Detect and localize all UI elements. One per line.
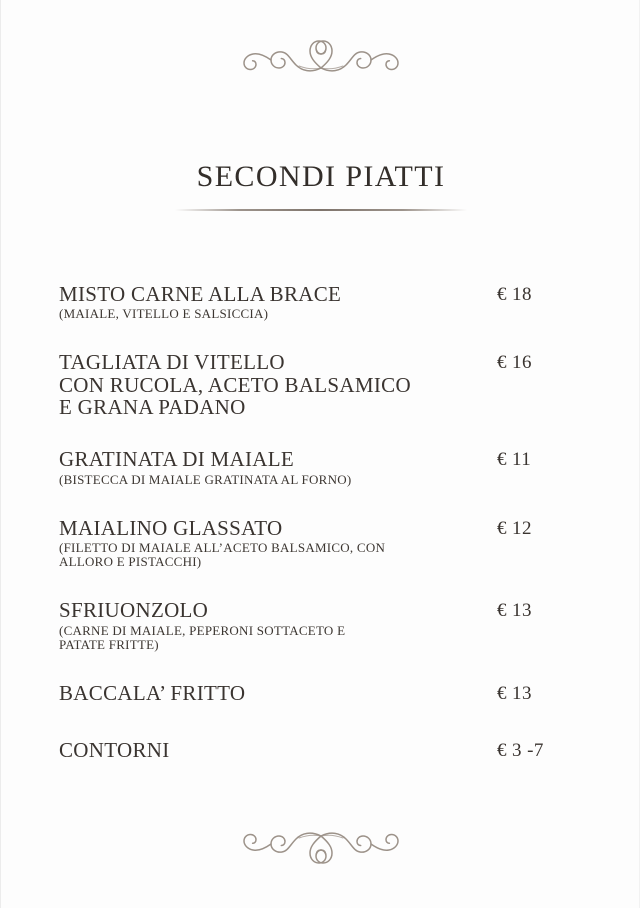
menu-item-description (59, 473, 489, 487)
menu-item-description-line: PATATE FRITTE) (59, 636, 159, 652)
title-block (1, 160, 640, 211)
decorative-flourish-top (1, 28, 640, 80)
menu-item-name (59, 283, 341, 305)
menu-item-main-row (59, 739, 583, 762)
menu-item (59, 517, 583, 569)
flourish-icon (236, 28, 406, 80)
menu-item-price: € 13 (497, 682, 532, 704)
menu-item-price: € 3 -7 (497, 739, 544, 761)
menu-item-main-row (59, 448, 583, 471)
menu-item-description-line: (FILETTO DI MAIALE ALL’ACETO BALSAMICO, CON (59, 540, 386, 556)
menu-item-description-line: (MAIALE, VITELLO E SALSICCIA) (59, 306, 269, 322)
title-divider (175, 209, 467, 211)
menu-item-price: € 16 (497, 352, 532, 374)
menu-item-name (59, 448, 294, 470)
menu-item-main-row (59, 599, 583, 622)
menu-item-description-line: (BISTECCA DI MAIALE GRATINATA AL FORNO) (59, 471, 352, 487)
menu-item-description (59, 541, 489, 569)
menu-item-name (59, 682, 245, 704)
menu-item-name-line: MAIALINO GLASSATO (59, 515, 283, 540)
menu-item-name-line: TAGLIATA DI VITELLO (59, 350, 285, 375)
menu-item-name (59, 351, 411, 418)
menu-item-price: € 13 (497, 600, 532, 622)
menu-item-description-line: ALLORO E PISTACCHI) (59, 554, 202, 570)
menu-item-main-row (59, 682, 583, 705)
menu-item (59, 351, 583, 418)
menu-item-main-row (59, 517, 583, 540)
menu-item-price: € 18 (497, 284, 532, 305)
flourish-icon (236, 824, 406, 876)
menu-item-main-row (59, 283, 583, 306)
menu-item (59, 448, 583, 486)
menu-item-description (59, 307, 489, 321)
menu-item-description (59, 624, 489, 652)
menu-item (59, 283, 583, 321)
menu-item-name-line: E GRANA PADANO (59, 394, 246, 419)
menu-item-name (59, 599, 208, 621)
menu-item (59, 599, 583, 651)
menu-item-name-line: SFRIUONZOLO (59, 598, 209, 623)
menu-item-price: € 11 (497, 449, 532, 471)
menu-item-name (59, 517, 282, 539)
menu-item-price: € 12 (497, 517, 532, 539)
menu-item-main-row (59, 351, 583, 418)
menu-item (59, 682, 583, 705)
menu-item-description-line: (CARNE DI MAIALE, PEPERONI SOTTACETO E (59, 622, 346, 638)
page-title: SECONDI PIATTI (196, 160, 446, 193)
menu-item-name-line: CON RUCOLA, ACETO BALSAMICO (59, 372, 411, 397)
menu-item-name-line: BACCALA’ FRITTO (59, 680, 246, 705)
menu-item-name-line: CONTORNI (59, 737, 170, 762)
menu-item-list (59, 283, 583, 762)
menu-item-name (59, 739, 170, 761)
menu-item-name-line: GRATINATA DI MAIALE (59, 447, 294, 472)
menu-item-name-line: MISTO CARNE ALLA BRACE (59, 282, 342, 306)
menu-item (59, 739, 583, 762)
decorative-flourish-bottom (1, 824, 640, 876)
